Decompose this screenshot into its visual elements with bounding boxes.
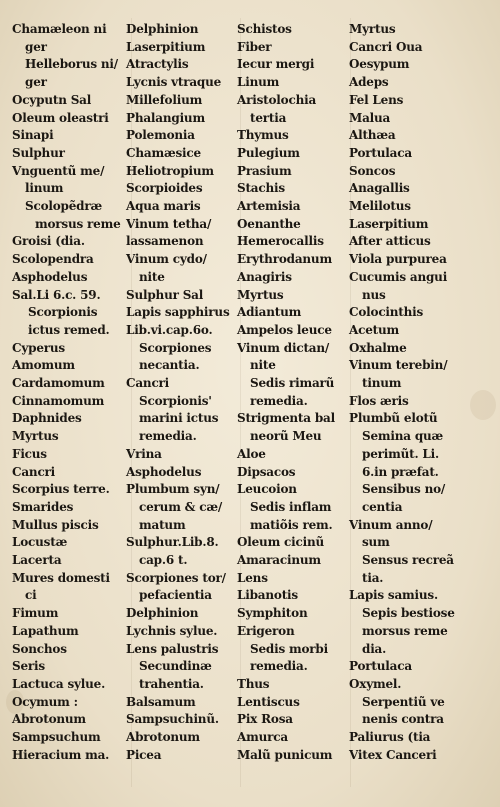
index-entry: Secundinæ — [139, 659, 212, 674]
index-entry: marini ictus — [139, 411, 219, 426]
index-entry: Cardamomum — [12, 376, 105, 390]
index-entry: Vinum terebin/ — [349, 358, 448, 373]
index-column-3 — [237, 0, 362, 807]
index-entry: remedia. — [139, 429, 197, 444]
index-entry: nite — [250, 358, 276, 373]
index-entry: Portulaca — [349, 145, 412, 160]
index-entry: Sepis bestiose — [362, 606, 455, 621]
index-entry: Sedis rimarũ — [250, 376, 335, 390]
index-entry: Lentiscus — [237, 694, 300, 709]
index-entry: Lens — [237, 570, 268, 585]
index-entry: Myrtus — [349, 22, 396, 36]
index-entry: Sonchos — [12, 641, 67, 656]
index-entry: centia — [362, 499, 403, 514]
index-entry: 6.in præfat. — [362, 464, 439, 479]
index-entry: dia. — [362, 641, 387, 656]
index-entry: Scolopendra — [12, 252, 94, 267]
index-entry: Vinum cydo/ — [126, 252, 207, 267]
index-entry: Scorpiones — [139, 340, 212, 355]
index-entry: Libanotis — [237, 588, 298, 603]
index-entry: Prasium — [237, 163, 292, 178]
index-entry: Phalangium — [126, 110, 205, 125]
index-entry: Laserpitium — [126, 39, 206, 54]
index-entry: cerum & cæ/ — [139, 499, 223, 514]
index-entry: Lapis sapphirus — [126, 305, 230, 320]
index-entry: ger — [25, 39, 47, 54]
index-entry: Cancri Oua — [349, 39, 423, 54]
index-entry: Ocyputn Sal — [12, 92, 92, 107]
index-entry: Artemisia — [237, 199, 301, 213]
index-entry: Aristolochia — [237, 92, 317, 107]
index-entry: Lens palustris — [126, 641, 219, 656]
index-entry: necantia. — [139, 358, 200, 373]
index-entry: Daphnides — [12, 411, 82, 426]
index-entry: Anagallis — [349, 181, 410, 196]
index-entry: Sensibus no/ — [362, 482, 446, 497]
index-entry: nus — [362, 287, 386, 302]
index-entry: Cyperus — [12, 340, 65, 355]
index-entry: Oenanthe — [237, 216, 301, 231]
index-entry: matum — [139, 517, 186, 532]
index-entry: ci — [25, 588, 37, 603]
index-entry: tia. — [362, 570, 384, 585]
index-entry: Plumbum syn/ — [126, 482, 220, 497]
index-entry: Serpentiũ ve — [362, 694, 445, 709]
index-entry: Lycnis vtraque — [126, 75, 222, 90]
index-entry: Strigmenta bal — [237, 411, 335, 426]
index-entry: Delphinion — [126, 606, 199, 621]
index-entry: Sampsuchum — [12, 730, 101, 744]
index-entry: remedia. — [250, 393, 308, 408]
index-entry: trahentia. — [139, 676, 204, 691]
index-entry: linum — [25, 181, 64, 196]
index-entry: Fiber — [237, 39, 272, 54]
index-entry: Sedis morbi — [250, 641, 328, 656]
index-entry: Lacerta — [12, 553, 62, 567]
index-entry: Vinum tetha/ — [126, 216, 212, 231]
index-entry: matiõis rem. — [250, 517, 333, 532]
index-entry: Fel Lens — [349, 92, 404, 107]
index-entry: Althæa — [349, 128, 396, 143]
index-entry: Oleum cicinũ — [237, 535, 325, 550]
index-entry: Pulegium — [237, 145, 300, 160]
index-entry: Oxhalme — [349, 340, 407, 355]
index-entry: Smarides — [12, 499, 74, 514]
index-entry: Vnguentũ me/ — [12, 163, 105, 178]
index-entry: Cucumis angui — [349, 269, 448, 284]
index-entry: Thus — [237, 676, 270, 691]
index-entry: Adeps — [349, 75, 389, 90]
index-entry: Scorpionis' — [139, 393, 212, 408]
index-entry: Cinnamomum — [12, 393, 105, 408]
index-entry: tertia — [250, 110, 287, 125]
index-entry: Scorpionis — [28, 305, 98, 320]
index-entry: Sinapi — [12, 128, 54, 143]
index-entry: Asphodelus — [12, 269, 88, 284]
index-entry: Scorpiones tor/ — [126, 570, 226, 585]
index-entry: Thymus — [237, 128, 289, 143]
index-entry: Sampsuchinũ. — [126, 712, 219, 727]
index-entry: Chamæsice — [126, 145, 201, 160]
index-entry: Semina quæ — [362, 429, 444, 444]
index-entry: Symphiton — [237, 606, 308, 621]
index-entry: Cancri — [12, 464, 56, 479]
index-entry: Amaracinum — [237, 553, 321, 567]
index-entry: Aloe — [237, 446, 266, 461]
index-entry: Lib.vi.cap.6o. — [126, 322, 213, 337]
index-entry: neorũ Meu — [250, 429, 322, 444]
index-entry: After atticus — [349, 234, 431, 249]
index-entry: Pix Rosa — [237, 712, 293, 727]
index-entry: nenis contra — [362, 712, 444, 727]
index-entry: sum — [362, 535, 390, 550]
index-entry: Oleum oleastri — [12, 110, 109, 125]
index-entry: Myrtus — [237, 287, 284, 302]
index-entry: Mures domesti — [12, 570, 110, 585]
index-entry: Balsamum — [126, 694, 196, 709]
index-entry: Lapathum — [12, 623, 79, 638]
index-entry: Hemerocallis — [237, 234, 324, 249]
index-entry: Locustæ — [12, 535, 68, 550]
index-entry: Ampelos leuce — [237, 322, 332, 337]
index-entry: ictus remed. — [28, 322, 110, 337]
index-entry: Iecur mergi — [237, 57, 315, 72]
index-entry: Helleborus ni/ — [25, 57, 118, 72]
index-entry: Anagiris — [237, 269, 292, 284]
index-entry: Amurca — [237, 730, 288, 744]
index-entry: Portulaca — [349, 659, 412, 674]
index-entry: pefacientia — [139, 588, 212, 603]
index-entry: Erythrodanum — [237, 252, 332, 267]
index-entry: Mullus piscis — [12, 517, 99, 532]
index-entry: Sedis inflam — [250, 499, 332, 514]
index-entry: remedia. — [250, 659, 308, 674]
index-entry: Oxymel. — [349, 676, 402, 691]
index-entry: Seris — [12, 659, 45, 674]
index-entry: Dipsacos — [237, 464, 296, 479]
index-entry: Atractylis — [126, 57, 189, 72]
index-entry: Paliurus (tia — [349, 730, 431, 744]
index-entry: Delphinion — [126, 22, 199, 36]
index-entry: Schistos — [237, 22, 292, 36]
index-entry: Sensus recreã — [362, 553, 454, 567]
index-entry: nite — [139, 269, 165, 284]
index-entry: Aqua maris — [126, 199, 201, 213]
index-entry: Myrtus — [12, 429, 59, 444]
index-entry: Amomum — [12, 358, 75, 373]
index-entry: Cancri — [126, 376, 170, 390]
index-entry: Adiantum — [237, 305, 302, 320]
index-entry: Picea — [126, 747, 162, 762]
index-entry: Linum — [237, 75, 280, 90]
index-entry: Ocymum : — [12, 694, 78, 709]
index-entry: Acetum — [349, 322, 400, 337]
index-entry: Groisi (dia. — [12, 234, 85, 249]
index-entry: Scorpioides — [126, 181, 203, 196]
index-entry: Scolopẽdræ — [25, 199, 102, 213]
index-entry: tinum — [362, 376, 402, 390]
index-entry: Polemonia — [126, 128, 195, 143]
index-entry: Fimum — [12, 606, 59, 621]
index-entry: Viola purpurea — [349, 252, 447, 267]
index-entry: Erigeron — [237, 623, 295, 638]
index-entry: cap.6 t. — [139, 553, 188, 567]
index-entry: Vrina — [126, 446, 162, 461]
index-entry: Leucoion — [237, 482, 297, 497]
index-column-1 — [12, 0, 137, 807]
index-entry: perimũt. Li. — [362, 446, 440, 461]
index-entry: Colocinthis — [349, 305, 424, 320]
index-entry: Plumbũ elotũ — [349, 411, 438, 426]
index-entry: morsus reme — [35, 216, 121, 231]
index-entry: ger — [25, 75, 47, 90]
index-entry: Heliotropium — [126, 163, 214, 178]
index-entry: Abrotonum — [126, 730, 200, 744]
index-entry: Malua — [349, 110, 391, 125]
index-column-2 — [126, 0, 251, 807]
index-entry: Asphodelus — [126, 464, 202, 479]
index-entry: Soncos — [349, 163, 396, 178]
index-entry: Scorpius terre. — [12, 482, 110, 497]
index-entry: Abrotonum — [12, 712, 86, 727]
index-entry: Malũ punicum — [237, 747, 333, 762]
index-entry: morsus reme — [362, 623, 448, 638]
index-entry: Vitex Canceri — [349, 747, 437, 762]
index-entry: Lapis samius. — [349, 588, 438, 603]
index-entry: Sulphur — [12, 145, 65, 160]
index-entry: Ficus — [12, 446, 47, 461]
index-entry: Sulphur.Lib.8. — [126, 535, 219, 550]
index-entry: Vinum anno/ — [349, 517, 433, 532]
index-entry: Lactuca sylue. — [12, 676, 106, 691]
index-entry: Stachis — [237, 181, 285, 196]
index-entry: Sal.Li 6.c. 59. — [12, 287, 101, 302]
index-entry: Melilotus — [349, 199, 411, 213]
index-entry: lassamenon — [126, 234, 204, 249]
index-entry: Chamæleon ni — [12, 22, 107, 36]
index-entry: Flos æris — [349, 393, 409, 408]
index-entry: Hieracium ma. — [12, 747, 110, 762]
index-entry: Millefolium — [126, 92, 203, 107]
index-entry: Vinum dictan/ — [237, 340, 330, 355]
index-entry: Laserpitium — [349, 216, 429, 231]
index-column-4 — [349, 0, 474, 807]
index-entry: Oesypum — [349, 57, 410, 72]
index-entry: Sulphur Sal — [126, 287, 204, 302]
index-entry: Lychnis sylue. — [126, 623, 218, 638]
